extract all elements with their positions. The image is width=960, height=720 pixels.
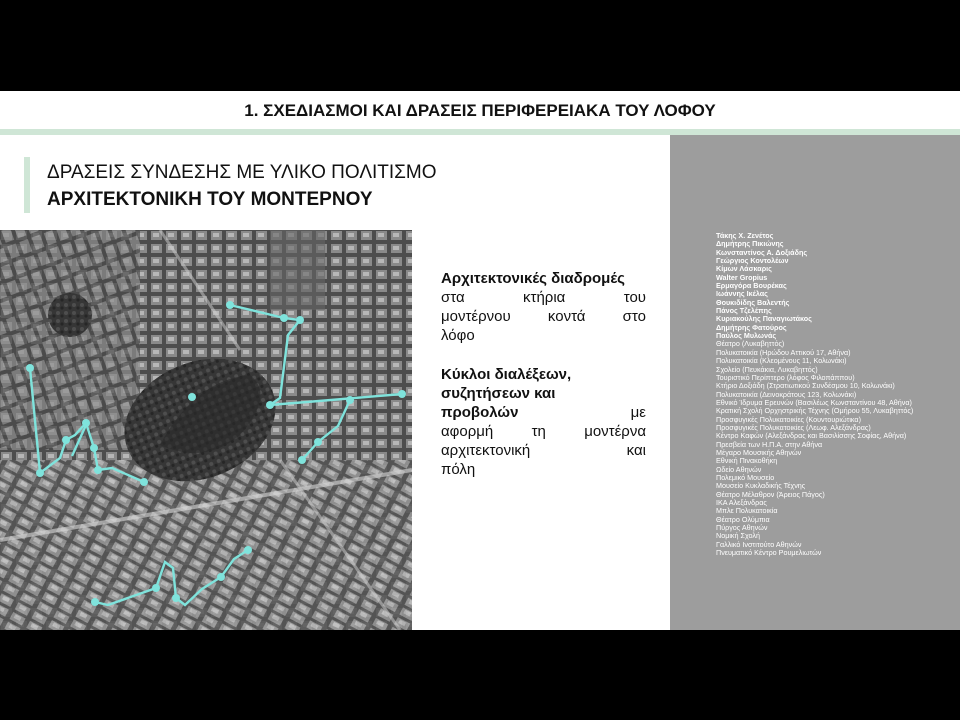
building-item: ΙΚΑ Αλεξάνδρας [716, 498, 767, 507]
building-item: Προσφυγικές Πολυκατοικίες (Κουντουριώτικα) [716, 414, 861, 424]
architect-name: Κυριακούλης Παναγιωτάκος [716, 314, 812, 324]
route-stop [91, 598, 99, 606]
architect-name: Κωνσταντίνος Α. Δοξιάδης [716, 247, 808, 257]
block2-line: πόλη [441, 461, 476, 478]
route-stop [398, 390, 406, 398]
building-item: Πύργος Αθηνών [716, 523, 768, 533]
block2-heading: συζητήσεων και [441, 385, 556, 402]
building-item: Πολεμικό Μουσείο [716, 472, 775, 482]
route-stop [188, 393, 196, 401]
subtitle [47, 159, 437, 213]
architect-name: Δημήτρης Φατούρος [716, 322, 787, 332]
building-list [716, 340, 913, 557]
building-item: Κρατική Σχολή Ορχηστρικής Τέχνης (Ομήρου 55, Λυκαβηττός) [716, 406, 914, 416]
map-district-west [0, 230, 140, 450]
building-item: Εθνική Πινακοθήκη [716, 456, 778, 466]
block1-line: στα κτήρια του [441, 289, 646, 306]
building-item: Πρεσβεία των Η.Π.Α. στην Αθήνα [716, 439, 823, 449]
route-stop [62, 436, 70, 444]
building-item: Μπλε Πολυκατοικία [716, 506, 778, 516]
architect-name: Κίμων Λάσκαρις [716, 264, 772, 274]
route-stop [244, 546, 252, 554]
route-stop [82, 419, 90, 427]
building-item: Μουσείο Κυκλαδικής Τέχνης [716, 481, 806, 491]
building-item: Θέατρο (Λυκαβηττός) [716, 339, 785, 349]
building-item: Θέατρο Ολύμπια [716, 514, 770, 524]
route-stop [296, 316, 304, 324]
route-stop [140, 478, 148, 486]
architect-name: Ιωάννης Ικέλας [716, 289, 768, 299]
map-park-north [270, 230, 325, 310]
block2-line: αφορμή τη μοντέρνα [441, 423, 646, 440]
building-item: Σχολείο (Πευκάκια, Λυκαβηττός) [716, 364, 818, 374]
route-stop [152, 584, 160, 592]
route-stop [94, 466, 102, 474]
building-item: Θέατρο Μέλαθρον (Άρειος Πάγος) [716, 489, 825, 499]
block2-line: αρχιτεκτονική και [441, 442, 646, 459]
building-item: Γαλλικό Ινστιτούτο Αθηνών [716, 539, 802, 549]
route-stop [280, 314, 288, 322]
subtitle-line-1: ΔΡΑΣΕΙΣ ΣΥΝΔΕΣΗΣ ΜΕ ΥΛΙΚΟ ΠΟΛΙΤΙΣΜΟ [47, 162, 437, 183]
route-stop [26, 364, 34, 372]
block2-heading: Κύκλοι διαλέξεων, [441, 366, 572, 383]
architect-list [716, 232, 913, 340]
architect-name: Παύλος Μυλωνάς [716, 331, 777, 341]
architect-name: Walter Gropius [716, 272, 768, 282]
block1-heading: Αρχιτεκτονικές διαδρομές [441, 270, 625, 287]
route-stop [346, 396, 354, 404]
building-item: Τουριστικό Περίπτερο (λόφος Φιλοπάππου) [716, 372, 855, 382]
building-item: Κέντρο Καφών (Αλεξάνδρας και Βασιλίσσης Σοφίας, Αθήνα) [716, 431, 907, 441]
route-stop [217, 573, 225, 581]
architect-name: Θουκιδίδης Βαλεντής [716, 297, 790, 307]
route-stop [226, 301, 234, 309]
architect-name: Δημήτρης Πικιώνης [716, 239, 784, 249]
slide [0, 91, 960, 630]
route-stop [90, 444, 98, 452]
building-item: Μέγαρο Μουσικής Αθηνών [716, 447, 802, 457]
block2-heading: προβολών [441, 404, 519, 421]
map-district-south [0, 460, 412, 630]
block2-line [441, 403, 646, 422]
subtitle-accent-bar [24, 157, 30, 213]
architect-name: Γεώργιος Κοντολέων [716, 256, 789, 266]
route-stop [36, 469, 44, 477]
building-item: Πολυκατοικία (Δεινοκράτους 123, Κολωνάκι) [716, 389, 857, 399]
route-stop [298, 456, 306, 464]
block2-word: με [630, 404, 646, 421]
building-item: Κτήριο Δοξιάδη (Στρατιωτικού Συνδέσμου 10, Κολωνάκι) [716, 381, 895, 391]
aerial-map [0, 230, 412, 630]
body-text [441, 269, 646, 479]
building-item: Εθνικό Ίδρυμα Ερευνών (Βασιλέως Κωνσταντίνου 48, Αθήνα) [716, 397, 912, 407]
building-item: Ωδείο Αθηνών [716, 464, 762, 474]
architect-name: Ερμαγόρα Βουρέκας [716, 281, 787, 291]
building-item: Πνευματικό Κέντρο Ρουμελιωτών [716, 548, 822, 558]
block1-line: λόφο [441, 327, 475, 344]
slide-title: 1. ΣΧΕΔΙΑΣΜΟΙ ΚΑΙ ΔΡΑΣΕΙΣ ΠΕΡΙΦΕΡΕΙΑΚΑ ΤΟΥ ΛΟΦΟΥ [244, 101, 716, 120]
route-stop [172, 594, 180, 602]
building-item: Πολυκατοικία (Ηρώδου Αττικού 17, Αθήνα) [716, 347, 851, 357]
building-item: Προσφυγικές Πολυκατοικίες (Λεωφ. Αλεξάνδρας) [716, 422, 871, 432]
building-item: Πολυκατοικία (Κλεομένους 11, Κολωνάκι) [716, 356, 847, 366]
block1-line: μοντέρνου κοντά στο [441, 308, 646, 325]
subtitle-line-2: ΑΡΧΙΤΕΚΤΟΝΙΚΗ ΤΟΥ ΜΟΝΤΕΡΝΟΥ [47, 189, 373, 210]
architect-name: Πάνος Τζελέπης [716, 306, 772, 316]
architect-name: Τάκης Χ. Ζενέτος [716, 231, 774, 240]
sidebar-lists [716, 232, 913, 557]
building-item: Νομική Σχολή [716, 531, 760, 541]
map-park-west [48, 293, 92, 337]
route-stop [266, 401, 274, 409]
route-stop [314, 438, 322, 446]
